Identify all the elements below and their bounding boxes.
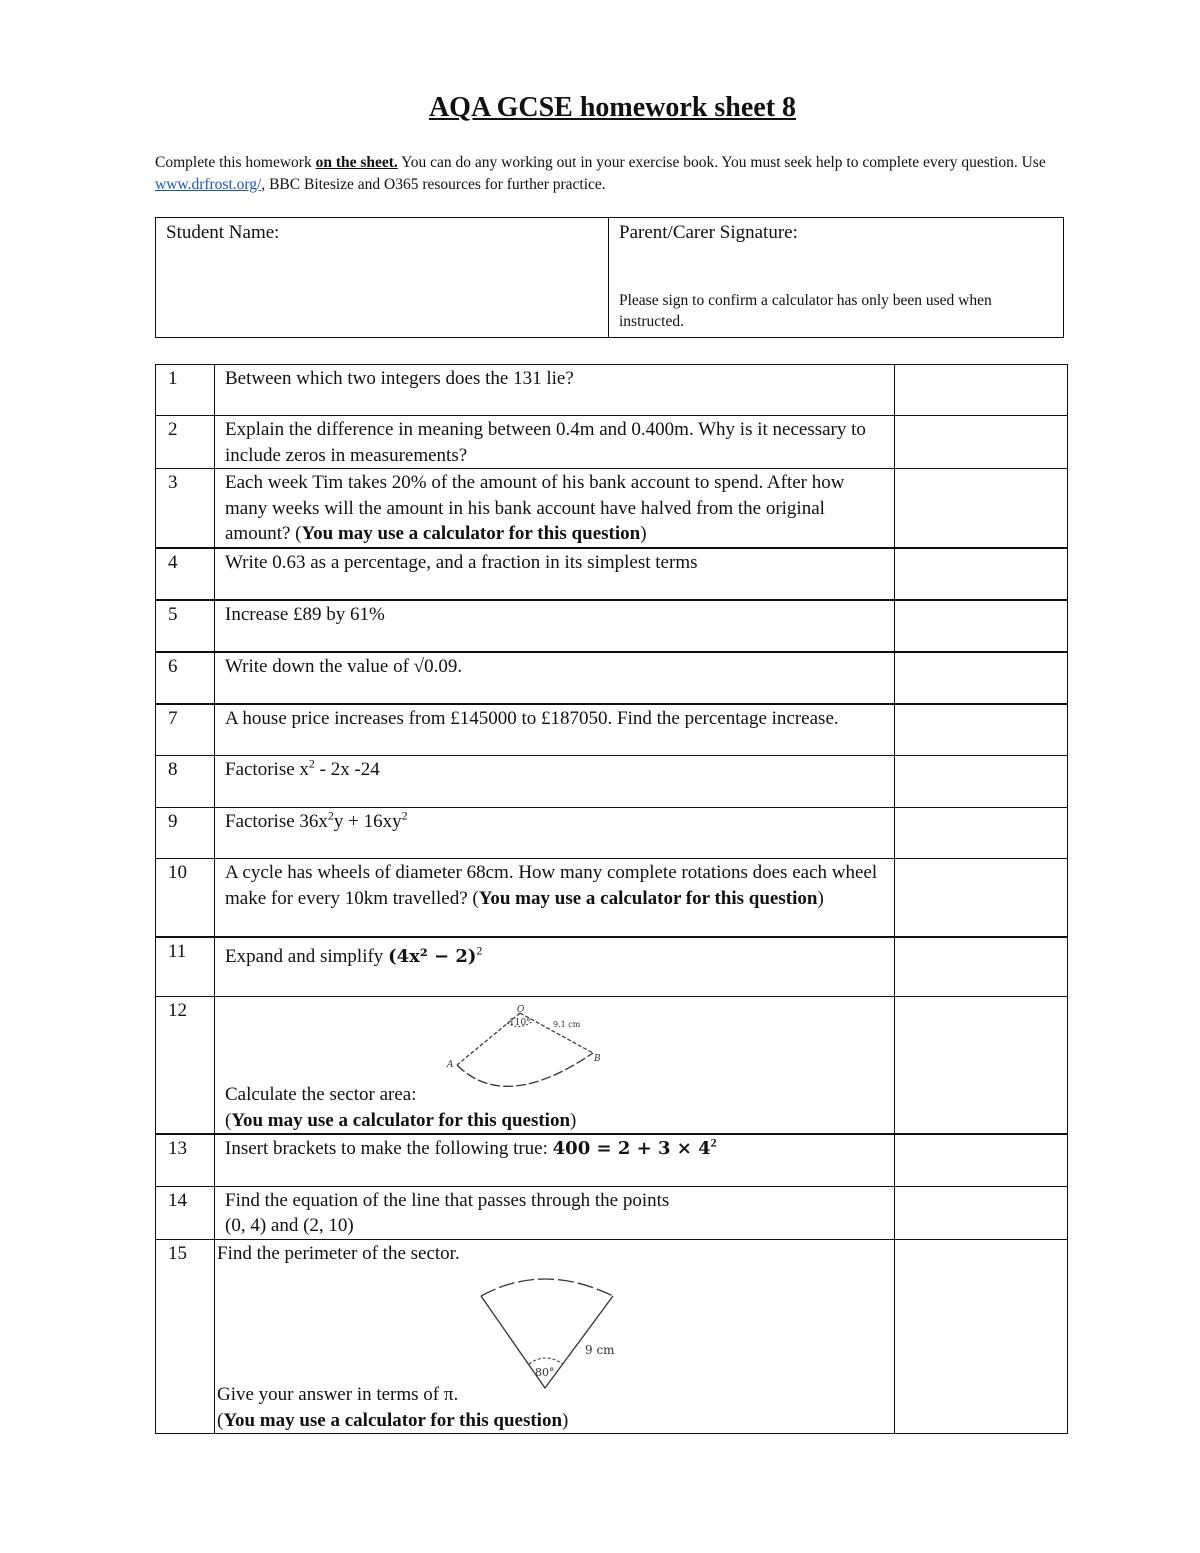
point-b: B <box>594 1054 601 1064</box>
page-title: AQA GCSE homework sheet 8 <box>428 92 797 123</box>
question-9-mid: y + 16xy <box>333 811 402 832</box>
question-text <box>215 756 895 808</box>
question-text: A house price increases from £145000 to £187050. Find the percentage increase. <box>215 704 895 756</box>
question-text <box>215 1239 895 1434</box>
question-number: 6 <box>156 652 215 704</box>
question-15-text: Find the perimeter of the sector. <box>217 1242 460 1264</box>
question-row <box>156 469 1068 548</box>
calculator-note: You may use a calculator for this question <box>478 887 818 909</box>
angle-label: 80° <box>535 1365 555 1379</box>
question-row <box>156 937 1068 997</box>
radius-label: 9.1 cm <box>553 1020 581 1029</box>
question-number: 1 <box>156 365 215 416</box>
question-row <box>156 416 1068 469</box>
point-a: A <box>447 1060 454 1070</box>
answer-box[interactable] <box>895 600 1068 652</box>
question-row <box>156 756 1068 808</box>
answer-box[interactable] <box>895 548 1068 600</box>
question-number: 9 <box>156 808 215 859</box>
question-row <box>156 997 1068 1135</box>
answer-box[interactable] <box>895 365 1068 416</box>
intro-emphasis: on the sheet. <box>315 154 398 171</box>
answer-box[interactable] <box>895 416 1068 469</box>
question-8-text: Factorise x <box>225 759 309 780</box>
question-number: 3 <box>156 469 215 548</box>
question-13-text: Insert brackets to make the following true: <box>225 1138 553 1159</box>
question-text <box>215 1134 895 1186</box>
answer-box[interactable] <box>895 997 1068 1135</box>
exponent: 2 <box>401 808 408 823</box>
sector-diagram-1 <box>445 1003 605 1099</box>
question-15-instruction: Give your answer in terms of π. <box>217 1384 459 1405</box>
question-text <box>215 1186 895 1239</box>
question-number: 13 <box>156 1134 215 1186</box>
questions-table <box>155 364 1068 1434</box>
question-number: 8 <box>156 756 215 808</box>
question-number: 2 <box>156 416 215 469</box>
answer-box[interactable] <box>895 1134 1068 1186</box>
question-row <box>156 808 1068 859</box>
question-row <box>156 652 1068 704</box>
question-number: 10 <box>156 859 215 937</box>
question-text <box>215 937 895 997</box>
question-row <box>156 859 1068 937</box>
question-row <box>156 1239 1068 1434</box>
question-text <box>215 808 895 859</box>
exponent: 2 <box>308 756 315 771</box>
calculator-note: You may use a calculator for this question <box>231 1109 571 1131</box>
question-text: Write 0.63 as a percentage, and a fraction in its simplest terms <box>215 548 895 600</box>
exponent: 2 <box>476 943 483 958</box>
question-row <box>156 1186 1068 1239</box>
calculator-note: You may use a calculator for this question <box>223 1409 563 1431</box>
intro-text-1: Complete this homework <box>155 154 316 171</box>
question-row <box>156 704 1068 756</box>
question-row <box>156 600 1068 652</box>
answer-box[interactable] <box>895 756 1068 808</box>
expression: 400 = 2 + 3 × 4 <box>552 1138 711 1159</box>
question-number: 14 <box>156 1186 215 1239</box>
answer-box[interactable] <box>895 859 1068 937</box>
question-text: Explain the difference in meaning between 0.4m and 0.400m. Why is it necessary to include zeros in measurements? <box>215 416 895 469</box>
expression: (4x² − 2) <box>388 945 477 967</box>
question-14-text: Find the equation of the line that passes through the points <box>225 1189 670 1211</box>
question-number: 5 <box>156 600 215 652</box>
question-number: 15 <box>156 1239 215 1434</box>
question-number: 11 <box>156 937 215 997</box>
exponent: 2 <box>327 808 334 823</box>
answer-box[interactable] <box>895 937 1068 997</box>
student-name-field[interactable] <box>156 218 609 338</box>
question-text: A cycle has wheels of diameter 68cm. How many complete rotations does each wheel make for every 10km travelled? (You may use a calculator for this question) <box>215 859 895 937</box>
answer-box[interactable] <box>895 469 1068 548</box>
question-15-note: (You may use a calculator for this question) <box>217 1409 569 1431</box>
question-row <box>156 1134 1068 1186</box>
question-number: 4 <box>156 548 215 600</box>
question-12-note: (You may use a calculator for this question) <box>225 1109 577 1131</box>
answer-box[interactable] <box>895 1239 1068 1434</box>
question-text: Write down the value of √0.09. <box>215 652 895 704</box>
answer-box[interactable] <box>895 652 1068 704</box>
exponent: 2 <box>710 1135 717 1150</box>
question-text <box>215 997 895 1135</box>
drfrost-link[interactable]: www.drfrost.org/ <box>155 176 262 193</box>
question-9-text: Factorise 36x <box>225 811 328 832</box>
parent-signature-field[interactable] <box>609 218 1064 338</box>
parent-signature-label: Parent/Carer Signature: <box>619 222 798 243</box>
sector-diagram-2 <box>473 1274 643 1394</box>
answer-box[interactable] <box>895 808 1068 859</box>
question-text: Between which two integers does the 131 lie? <box>215 365 895 416</box>
answer-box[interactable] <box>895 1186 1068 1239</box>
instructions <box>155 152 1085 196</box>
parent-signature-note: Please sign to confirm a calculator has only been used when instructed. <box>619 292 992 330</box>
angle-label: 110° <box>509 1018 531 1028</box>
point-o: O <box>517 1005 525 1015</box>
question-12-text: Calculate the sector area: <box>225 1084 417 1105</box>
radius-label: 9 cm <box>585 1342 615 1357</box>
question-row <box>156 548 1068 600</box>
question-3-text: Each week Tim takes 20% of the amount of his bank account to spend. After how many weeks will the amount in his bank account have halved from the original amount? ( <box>225 472 845 544</box>
question-8-tail: - 2x -24 <box>314 759 380 780</box>
intro-text-2: You can do any working out in your exercise book. You must seek help to complete every question. Use <box>397 154 1046 171</box>
question-11-text: Expand and simplify <box>225 945 389 967</box>
question-14-points: (0, 4) and (2, 10) <box>225 1215 354 1236</box>
calculator-note: You may use a calculator for this question <box>301 523 641 544</box>
student-info-table <box>155 217 1064 338</box>
student-name-label: Student Name: <box>166 222 280 243</box>
question-text: Each week Tim takes 20% of the amount of his bank account to spend. After how many weeks will the amount in his bank account have halved from the original amount? (You may use a calculator for this question) <box>215 469 895 548</box>
answer-box[interactable] <box>895 704 1068 756</box>
intro-text-3: , BBC Bitesize and O365 resources for further practice. <box>261 176 606 193</box>
question-text: Increase £89 by 61% <box>215 600 895 652</box>
question-row <box>156 365 1068 416</box>
question-10-text: A cycle has wheels of diameter 68cm. How many complete rotations does each wheel make for every 10km travelled? ( <box>225 862 878 909</box>
question-number: 7 <box>156 704 215 756</box>
question-number: 12 <box>156 997 215 1135</box>
